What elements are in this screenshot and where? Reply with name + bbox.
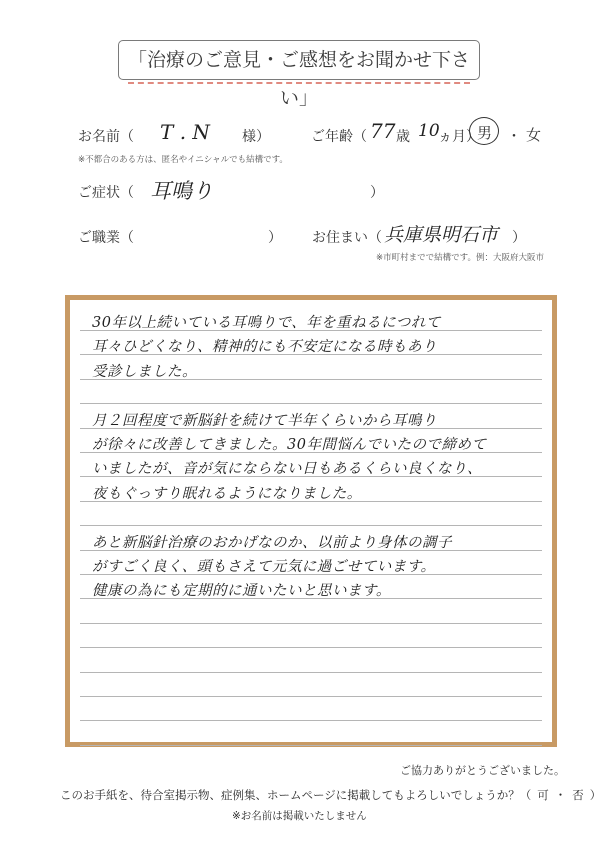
age-years-value: 77 xyxy=(370,119,396,143)
gender-male: 男 xyxy=(477,124,493,142)
title-underline xyxy=(128,82,470,84)
name-suffix: 様） xyxy=(242,129,270,145)
age-months-unit: ヵ月） xyxy=(438,129,480,145)
letter-line: 30年以上続いている耳鳴りで、年を重ねるにつれて xyxy=(92,315,441,331)
permission-close: ） xyxy=(589,788,601,802)
letter-line: が徐々に改善してきました。30年間悩んでいたので締めて xyxy=(92,437,487,453)
gender-dot: ・ xyxy=(507,129,521,145)
footnote: ※お名前は掲載いたしません xyxy=(232,810,367,822)
occupation-label: ご職業（ xyxy=(78,230,134,246)
address-note: ※市町村までで結構です。例：大阪府大阪市 xyxy=(376,253,544,263)
age-years-unit: 歳 xyxy=(396,129,410,145)
symptom-label: ご症状（ xyxy=(78,185,134,201)
address-value: 兵庫県明石市 xyxy=(384,224,499,246)
letter-line: がすごく良く、頭もさえて元気に過ごせています。 xyxy=(92,559,436,575)
name-label: お名前（ xyxy=(78,129,134,145)
address-label: お住まい（ xyxy=(312,230,382,246)
letter-line: 耳々ひどくなり、精神的にも不安定になる時もあり xyxy=(92,339,437,356)
letter-line: 月２回程度で新脳針を続けて半年くらいから耳鳴り xyxy=(92,412,437,429)
name-value: T . N xyxy=(160,120,210,144)
permission-no[interactable]: 否 xyxy=(572,788,584,802)
address-close: ） xyxy=(512,230,526,246)
occupation-close: ） xyxy=(268,230,282,246)
symptom-close: ） xyxy=(370,185,384,201)
letter-line: 健康の為にも定期的に通いたいと思います。 xyxy=(92,583,391,600)
permission-yes[interactable]: 可 xyxy=(537,788,549,802)
ruled-line xyxy=(80,745,542,746)
ruled-line xyxy=(80,403,542,404)
gender-female: 女 xyxy=(526,126,542,144)
permission-separator: ・ xyxy=(554,788,567,802)
page-title: 「治療のご意見・ご感想をお聞かせ下さい」 xyxy=(118,40,480,80)
letter-line: あと新脳針治療のおかげなのか、以前より身体の調子 xyxy=(92,534,452,551)
permission-line xyxy=(60,787,601,803)
ruled-line xyxy=(80,647,542,648)
ruled-line xyxy=(80,696,542,697)
letter-frame xyxy=(65,295,557,747)
age-months-value: 10 xyxy=(418,121,440,141)
permission-question: このお手紙を、待合室掲示物、症例集、ホームページに掲載してもよろしいでしょうか？（ xyxy=(60,788,532,802)
letter-line: いましたが、音が気にならない日もあるくらい良くなり、 xyxy=(92,461,482,478)
name-note: ※不都合のある方は、匿名やイニシャルでも結構です。 xyxy=(78,155,288,165)
ruled-line xyxy=(80,720,542,721)
letter-line: 夜もぐっすり眠れるようになりました。 xyxy=(92,485,362,502)
ruled-line xyxy=(80,623,542,624)
letter-line: 受診しました。 xyxy=(92,363,197,380)
thanks-text: ご協力ありがとうございました。 xyxy=(400,764,565,777)
symptom-value: 耳鳴り xyxy=(150,179,213,203)
ruled-line xyxy=(80,672,542,673)
ruled-line xyxy=(80,525,542,526)
age-label: ご年齢（ xyxy=(311,129,367,145)
